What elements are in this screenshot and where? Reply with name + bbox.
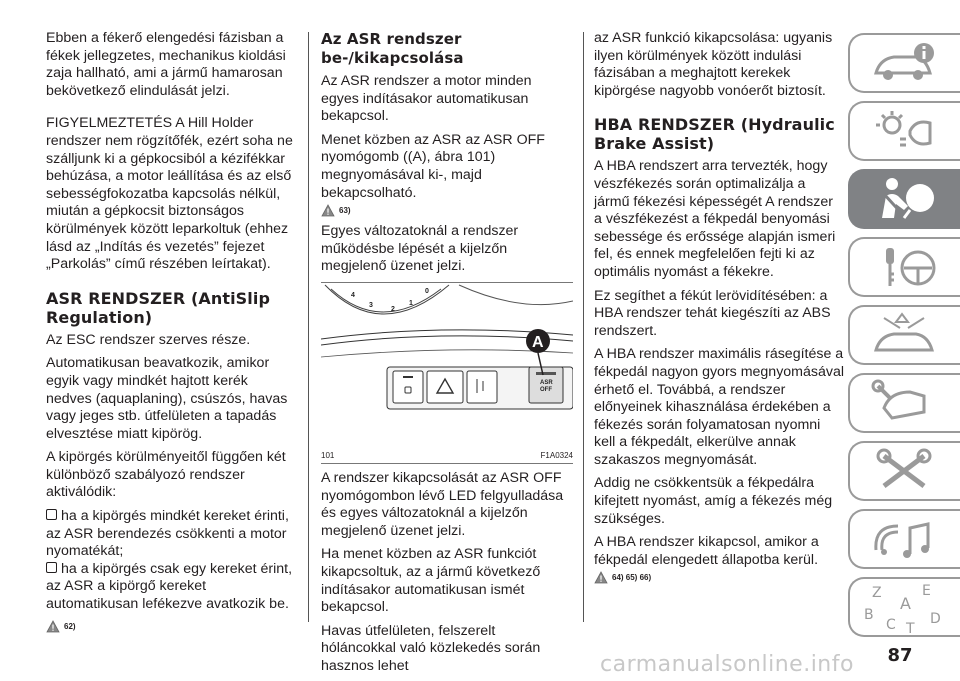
warning-note bbox=[594, 571, 844, 584]
section-heading-asr: ASR RENDSZER (AntiSlip Regulation) bbox=[46, 288, 271, 327]
paragraph: az ASR funkció kikapcsolása: ugyanis ilyen körülmények között indulási fázisában a meghajtott kerekek kipörgése nagyobb vonóerőt biztosít. bbox=[594, 30, 833, 99]
seatbelt-airbag-icon bbox=[870, 174, 940, 224]
chapter-tab-safety[interactable] bbox=[848, 169, 960, 229]
figure-number: 101 bbox=[321, 450, 335, 460]
note-ref: 62) bbox=[64, 621, 76, 631]
warning-note bbox=[46, 620, 296, 633]
bullet-icon bbox=[46, 562, 57, 573]
wrench-car-icon bbox=[870, 378, 940, 428]
svg-text:E: E bbox=[922, 583, 931, 599]
car-info-icon bbox=[870, 41, 940, 85]
chapter-tab-sidebar bbox=[848, 33, 960, 643]
paragraph: Ha menet közben az ASR funkciót kikapcsoltuk, az a jármű következő indításakor automatikusan ismét bekapcsol. bbox=[321, 546, 541, 616]
svg-text:D: D bbox=[930, 611, 941, 627]
chapter-tab-index[interactable] bbox=[848, 577, 960, 637]
warning-car-icon bbox=[870, 310, 940, 360]
note-ref: 63) bbox=[339, 206, 351, 216]
figure-asr-off-button bbox=[321, 282, 573, 464]
page-number: 87 bbox=[887, 645, 913, 666]
paragraph: Addig ne csökkentsük a fékpedálra kifejtett nyomást, amíg a fékezés még szükséges. bbox=[594, 475, 833, 527]
svg-text:Z: Z bbox=[872, 585, 882, 601]
chapter-tab-dashboard[interactable] bbox=[848, 101, 960, 161]
paragraph: Ez segíthet a fékút lerövidítésében: a HBA rendszer tehát kiegészíti az ABS rendszert. bbox=[594, 287, 831, 339]
bullet-item: ha a kipörgés mindkét kereket érinti, az ASR berendezés csökkenti a motor nyomatékát; bbox=[46, 508, 289, 560]
chapter-tab-multimedia[interactable] bbox=[848, 509, 960, 569]
chapter-tab-starting-driving[interactable] bbox=[848, 237, 960, 297]
text-column-3 bbox=[594, 30, 844, 590]
paragraph: Az ESC rendszer szerves része. bbox=[46, 331, 251, 348]
column-divider bbox=[583, 32, 584, 622]
tools-icon bbox=[870, 446, 940, 496]
column-divider bbox=[308, 32, 309, 622]
callout-label: A bbox=[532, 333, 544, 351]
svg-text:A: A bbox=[900, 594, 911, 613]
chapter-tab-technical-data[interactable] bbox=[848, 441, 960, 501]
paragraph: Automatikusan beavatkozik, amikor egyik vagy mindkét hajtott kerék nedves (aquaplaning), csúszós, havas vagy jeges stb. útfelületen a tapadás elvesztése miatt kipörög. bbox=[46, 355, 288, 442]
warning-triangle-icon bbox=[594, 571, 608, 584]
note-ref: 64) 65) 66) bbox=[612, 573, 652, 583]
dashboard-illustration bbox=[321, 283, 573, 449]
gauge-tick-label: 4 bbox=[351, 291, 355, 299]
watermark: carmanualsonline.info bbox=[600, 652, 854, 677]
text-column-2 bbox=[321, 30, 573, 681]
figure-code: F1A0324 bbox=[540, 450, 573, 460]
index-letters-icon bbox=[860, 579, 950, 635]
bullet-icon bbox=[46, 509, 57, 520]
section-heading-hba: HBA RENDSZER (Hydraulic Brake Assist) bbox=[594, 115, 835, 154]
paragraph: Ebben a fékerő elengedési fázisban a fékek jellegzetes, mechanikus kioldási zaja hallható, ami a jármű hamarosan bekövetkező elindulását jelzi. bbox=[46, 30, 286, 99]
paragraph: A kipörgés körülményeitől függően két különböző szabályozó rendszer aktiválódik: bbox=[46, 449, 286, 501]
gauge-tick-label: 3 bbox=[369, 301, 373, 309]
svg-text:C: C bbox=[886, 617, 896, 633]
chapter-tab-car-info[interactable] bbox=[848, 33, 960, 93]
paragraph: Havas útfelületen, felszerelt hóláncokkal való közlekedés során hasznos lehet bbox=[321, 622, 541, 674]
paragraph: Menet közben az ASR az ASR OFF nyomógomb ((A), ábra 101) megnyomásával ki-, majd bekapcsolható. bbox=[321, 131, 545, 201]
bullet-item: ha a kipörgés csak egy kereket érint, az ASR a kipörgő kereket automatikusan lefékezve avatkozik be. bbox=[46, 560, 293, 613]
gauge-tick-label: 0 bbox=[425, 287, 429, 295]
multimedia-icon bbox=[870, 514, 940, 564]
warning-triangle-icon bbox=[321, 204, 335, 217]
gauge-tick-label: 1 bbox=[409, 299, 413, 307]
section-heading-asr-toggle: Az ASR rendszer be-/kikapcsolása bbox=[321, 30, 464, 67]
chapter-tab-emergency[interactable] bbox=[848, 305, 960, 365]
paragraph: A HBA rendszert arra tervezték, hogy vészfékezés során optimalizálja a jármű fékezési képességét A rendszer a vészfékezést a fékpedál benyomási sebessége és erőssége alapján ismeri fel, és ennek megfelelően fejti ki az optimális nyomást a fékekre. bbox=[594, 158, 836, 280]
paragraph: A rendszer kikapcsolását az ASR OFF nyomógombon lévő LED felgyulladása és egyes változatoknál a kijelzőn megjelenő üzenet jelzi. bbox=[321, 469, 564, 539]
asr-button-label: OFF bbox=[540, 386, 552, 393]
asr-button-label: ASR bbox=[540, 379, 553, 386]
dashboard-lights-icon bbox=[870, 109, 940, 153]
gauge-tick-label: 2 bbox=[391, 305, 395, 313]
text-column-1 bbox=[46, 30, 296, 639]
svg-text:B: B bbox=[864, 607, 874, 623]
paragraph: A HBA rendszer maximális rásegítése a fékpedál nagyon gyors megnyomásával érhető el. Továbbá, a rendszer előnyeinek kihasználása érdekében a fékezés során folyamatosan nyomni kell a fékpedált, elkerülve annak szakaszos megnyomását. bbox=[594, 346, 845, 468]
warning-triangle-icon bbox=[46, 620, 60, 633]
chapter-tab-maintenance[interactable] bbox=[848, 373, 960, 433]
key-steering-wheel-icon bbox=[870, 242, 940, 292]
paragraph: Az ASR rendszer a motor minden egyes indításakor automatikusan bekapcsol. bbox=[321, 73, 532, 125]
warning-paragraph: FIGYELMEZTETÉS A Hill Holder rendszer nem rögzítőfék, ezért soha ne szálljunk ki a gépkocsiból a kézifékkar behúzása, a motor leállítása és az első sebességfokozatba kapcsolás nélkül, miután a gépkocsit biztonságos körülmények között leparkoltuk (ehhez lásd az „Indítás és vezetés” fejezet „Parkolás” című részében leírtakat). bbox=[46, 115, 293, 273]
paragraph: Egyes változatoknál a rendszer működésbe lépését a kijelzőn megjelenő üzenet jelzi. bbox=[321, 223, 519, 275]
svg-text:T: T bbox=[906, 621, 915, 635]
paragraph: A HBA rendszer kikapcsol, amikor a fékpedál elengedett állapotba kerül. bbox=[594, 534, 819, 568]
warning-note bbox=[321, 204, 573, 217]
